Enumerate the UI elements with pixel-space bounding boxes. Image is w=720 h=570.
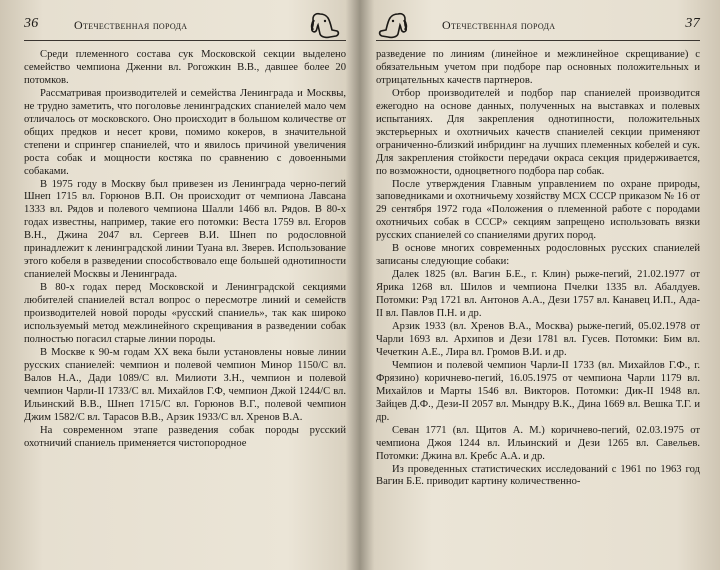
running-title: Отечественная порода <box>442 18 556 32</box>
page-number: 36 <box>24 16 39 31</box>
right-page-header <box>376 14 700 41</box>
paragraph: Чемпион и полевой чемпион Чарли-II 1733 (вл. Михайлов Г.Ф., г. Фрязино) коричнево-пегий, 16.05.1975 от чемпиона Чарли 1179 вл. Михайлов и Марты 1546 вл. Викторов. Потомки: Дик-II 1948 вл. Зайцев Д.Ф., Дези-II 2057 вл. Мындру В.К., Дина 1669 вл. Вешка Т.Г. и др. <box>376 359 700 423</box>
dog-head-icon <box>308 10 342 44</box>
paragraph: Среди племенного состава сук Московской секции выделено семейство чемпиона Дженни вл. Рогожкин В.В., давшее более 20 потомков. <box>24 49 346 86</box>
paragraph: В основе многих современных родословных русских спаниелей записаны следующие собаки: <box>376 243 700 268</box>
paragraph: После утверждения Главным управлением по охране природы, заповедниками и охотничьему хозяйству МСХ СССР приказом № 16 от 29 сентября 1972 года «Положения о племенной работе с породами охотничьих собак в СССР» секциям запрещено использовать вязки русских спаниелей со спаниелями других пород. <box>376 178 700 242</box>
running-title: Отечественная порода <box>74 18 188 32</box>
paragraph: Отбор производителей и подбор пар спаниелей производится ежегодно на основе данных, полученных на выставках и полевых испытаниях. Для закрепления однотипности, положительных экстерьерных и охотничьих качеств спаниелей секции применяют ограниченно-близкий инбридинг на лучших племенных кобелей и сук. Для закрепления стойкости передачи окраса секция придерживается, по возможности, одноцветного подбора пар собак. <box>376 87 700 177</box>
paragraph: Далек 1825 (вл. Вагин Б.Е., г. Клин) рыже-пегий, 21.02.1977 от Ярика 1268 вл. Шилов и чемпиона Пчелки 1335 вл. Абалдуев. Потомки: Рэд 1721 вл. Антонов А.А., Дези 1757 вл. Канавец И.П., Ада-II вл. Павлов П.Н. и др. <box>376 269 700 320</box>
paragraph: Рассматривая производителей и семейства Ленинграда и Москвы, не трудно заметить, что поголовье ленинградских спаниелей мало чем отличалось от московского. Оно происходит в большом количестве от общих предков и несет крови, помимо кокеров, в значительной степени и спрингер спаниелей, что и явилось причиной увеличения роста собак и мощности костяка по сравнению с довоенными собаками. <box>24 87 346 177</box>
right-page-body <box>376 49 700 489</box>
paragraph: В 80-х годах перед Московской и Ленинградской секциями любителей спаниелей встал вопрос о пересмотре линий и семейств производителей новой породы «русский спаниель», так как широко используемый метод межлинейного скрещивания в разведении собак полностью погасил старые линии породы. <box>24 282 346 345</box>
paragraph: На современном этапе разведения собак породы русский охотничий спаниель применяется чистопородное <box>24 424 346 449</box>
page-number: 37 <box>685 16 700 31</box>
paragraph: Севан 1771 (вл. Щитов А. М.) коричнево-пегий, 02.03.1975 от чемпиона Джоя 1244 вл. Ильинский и Дези 1265 вл. Савельев. Потомки: Джина вл. Кребс А.А. и др. <box>376 424 700 462</box>
left-page <box>0 0 358 570</box>
paragraph: разведение по линиям (линейное и межлинейное скрещивание) с обязательным учетом при подборе пар основных положительных и отрицательных качеств партнеров. <box>376 49 700 86</box>
dog-head-icon <box>376 10 410 44</box>
left-page-body <box>24 49 346 451</box>
paragraph: Из проведенных статистических исследований с 1961 по 1963 год Вагин Б.Е. приводит картину количественно- <box>376 463 700 488</box>
left-page-header <box>24 14 346 41</box>
right-page <box>362 0 720 570</box>
paragraph: В 1975 году в Москву был привезен из Ленинграда черно-пегий Шнеп 1715 вл. Горюнов В.П. Он происходит от чемпиона Лавсана 1333 вл. Рядов и полевого чемпиона Шалли 1466 вл. Рядов. В 80-х годах известны, например, такие его потомки: Веста 1759 вл. Егоров В.Н., Джина 2047 вл. Сергеев В.И. Шнеп по родословной принадлежит к ленинградской линии Туана вл. Зверев. Использование этого кобеля в разведении способствовало еще большей однотипности спаниелей Москвы и Ленинграда. <box>24 178 346 281</box>
paragraph: Арзик 1933 (вл. Хренов В.А., Москва) рыже-пегий, 05.02.1978 от Чарли 1693 вл. Архипов и Дези 1781 вл. Гусев. Потомки: Бим вл. Чечеткин А.Е., Лира вл. Громов В.И. и др. <box>376 321 700 358</box>
paragraph: В Москве к 90-м годам XX века были установлены новые линии русских спаниелей: чемпион и полевой чемпион Минор 1150/С вл. Валов Н.А., Дади 1089/С вл. Милиоти З.Н., чемпион и полевой чемпион Чарли-II 1733/С вл. Михайлов Г.Ф, чемпион Джой 1244/С вл. Ильинский В.В., Шнеп 1715/С вл. Горюнов В.Г., полевой чемпион Джим 1582/С вл. Тарасов В.В., Арзик 1933/С вл. Хренов В.А. <box>24 346 346 423</box>
